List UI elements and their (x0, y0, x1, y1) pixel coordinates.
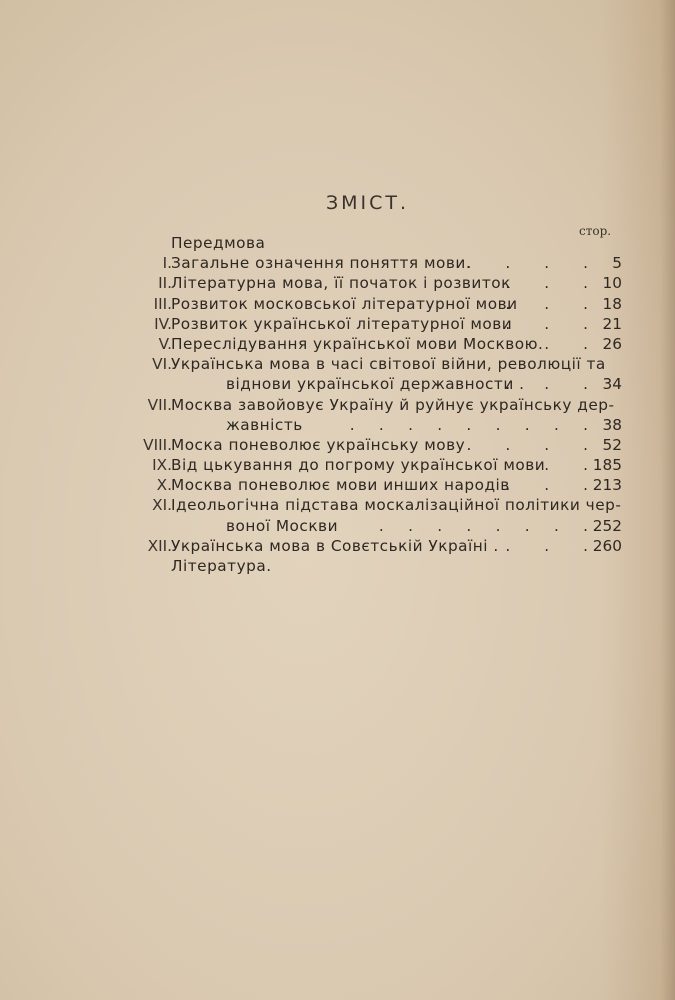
toc-entry-line (110, 516, 622, 536)
chapter-title: воної Москви (226, 516, 339, 535)
table-of-contents (110, 233, 622, 576)
page-number: 18 (602, 294, 622, 313)
toc-entry-line (110, 475, 622, 495)
chapter-title: Переслідування української мови Москвою. (171, 334, 544, 353)
toc-entry-line (110, 294, 622, 314)
toc-entry-line (110, 495, 622, 515)
toc-entry-line (110, 455, 622, 475)
toc-entry-line (110, 314, 622, 334)
dot-leader: . . . (505, 536, 588, 555)
page-number: 10 (602, 274, 622, 293)
toc-entry-line (110, 435, 622, 455)
dot-leader: . . . . . . . . (378, 516, 588, 535)
chapter-number: I. (162, 254, 172, 273)
toc-entry-line (110, 334, 622, 354)
chapter-number: VIII. (143, 435, 172, 454)
dot-leader: . . . (505, 314, 588, 333)
toc-entry-line (110, 273, 622, 293)
dot-leader: . . . . . . . . . (349, 415, 588, 434)
chapter-number: XI. (152, 496, 172, 515)
chapter-title: Розвиток української літературної мови (171, 314, 513, 333)
chapter-number: X. (156, 476, 172, 495)
chapter-number: V. (158, 334, 172, 353)
chapter-number: VI. (152, 355, 172, 374)
page-number: 38 (602, 415, 622, 434)
chapter-number: IX. (152, 456, 172, 475)
chapter-title: Українська мова в часі світової війни, революції та (171, 355, 606, 374)
chapter-number: IV. (154, 314, 172, 333)
page-number: 185 (592, 456, 622, 475)
dot-leader: . . (544, 334, 588, 353)
page-number: 252 (592, 516, 622, 535)
dot-leader: . . . . (466, 254, 588, 273)
chapter-number: II. (158, 274, 172, 293)
toc-entry-line (110, 536, 622, 556)
chapter-title: Ідеольогічна підстава москалізаційної політики чер- (171, 496, 622, 515)
page-number: 34 (602, 375, 622, 394)
chapter-title: Загальне означення поняття мови. (171, 254, 472, 273)
toc-entry-line (110, 395, 622, 415)
chapter-number: III. (153, 294, 172, 313)
dot-leader: . . . (505, 274, 588, 293)
chapter-title: жавність (226, 415, 303, 434)
chapter-title: Моска поневолює українську мову (171, 435, 466, 454)
chapter-title: віднови української державности . (226, 375, 525, 394)
dot-leader: . . . (505, 476, 588, 495)
chapter-title: Розвиток московської літературної мови (171, 294, 518, 313)
dot-leader: . . . . (466, 435, 588, 454)
page-number: 52 (602, 435, 622, 454)
chapter-title: Від цькування до погрому української мови (171, 456, 546, 475)
toc-entry-line (110, 233, 622, 253)
chapter-number: VII. (147, 395, 172, 414)
chapter-title: Передмова (171, 234, 266, 252)
toc-entry-line (110, 374, 622, 394)
dot-leader: . . (544, 456, 588, 475)
page-number: 260 (592, 536, 622, 555)
toc-title: ЗМІСТ. (325, 192, 410, 214)
page-number: 5 (612, 254, 622, 273)
toc-entry-line (110, 556, 622, 576)
dot-leader: . . . (505, 294, 588, 313)
dot-leader: . . . (505, 375, 588, 394)
page-number: 213 (592, 476, 622, 495)
chapter-title: Москва завойовує Україну й руйнує українську дер- (171, 395, 615, 414)
toc-entry-line (110, 253, 622, 273)
page-column-label: стор. (579, 224, 612, 238)
page-number: 26 (602, 334, 622, 353)
toc-entry-line (110, 415, 622, 435)
page-number: 21 (602, 314, 622, 333)
chapter-title: Українська мова в Совєтській Україні . (171, 536, 499, 555)
chapter-title: Літературна мова, її початок і розвиток (171, 274, 511, 293)
toc-entry-line (110, 354, 622, 374)
chapter-title: Москва поневолює мови инших народів (171, 476, 510, 495)
chapter-number: XII. (147, 536, 172, 555)
chapter-title: Література. (171, 557, 272, 575)
